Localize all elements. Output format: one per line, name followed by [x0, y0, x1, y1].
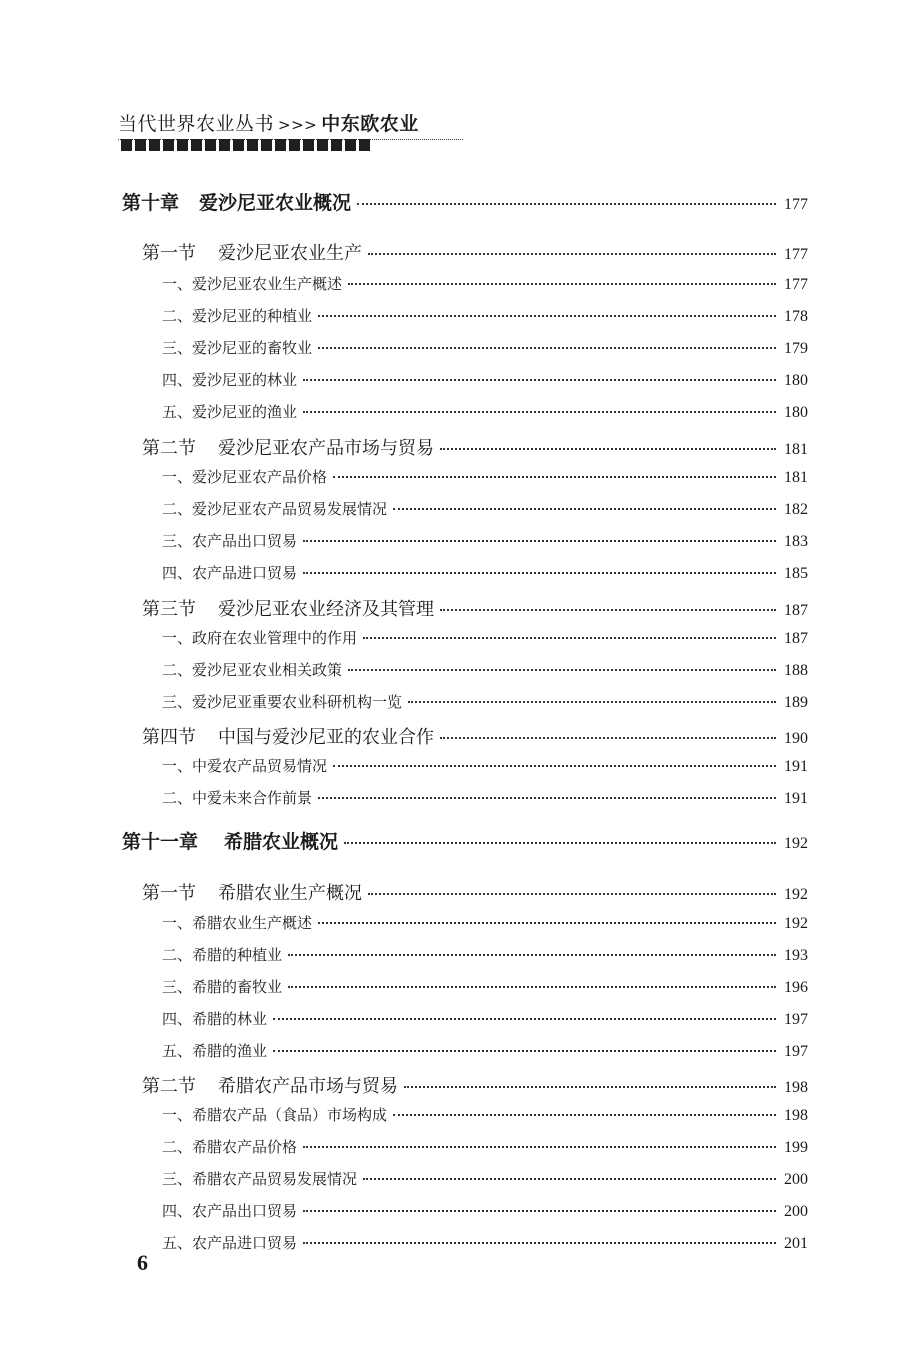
toc-page-number: 200 — [784, 1171, 808, 1188]
toc-dot-leader — [273, 1050, 776, 1052]
toc-dot-leader — [303, 540, 776, 542]
toc-entry-title: 中爱未来合作前景 — [192, 789, 313, 807]
toc-item-row[interactable] — [162, 337, 808, 358]
toc-item-row[interactable] — [162, 466, 808, 487]
toc-chapter-row[interactable] — [122, 188, 808, 215]
toc-entry-number: 第二节 — [142, 438, 196, 459]
toc-dot-leader — [288, 954, 776, 956]
toc-entry-number: 二、 — [162, 500, 193, 518]
toc-dot-leader — [318, 315, 776, 317]
toc-entry-number: 一、 — [162, 914, 193, 932]
toc-dot-leader — [357, 203, 776, 205]
toc-item-row[interactable] — [162, 912, 808, 933]
toc-dot-leader — [303, 411, 776, 413]
toc-entry-title: 爱沙尼亚的渔业 — [192, 403, 298, 421]
toc-entry-title: 希腊农业生产概述 — [192, 914, 313, 932]
toc-entry-number: 一、 — [162, 275, 193, 293]
header-block — [303, 139, 314, 151]
toc-page-number: 201 — [784, 1235, 808, 1252]
toc-entry-label — [162, 1200, 297, 1221]
toc-page-number: 190 — [784, 730, 808, 747]
toc-entry-title: 政府在农业管理中的作用 — [192, 629, 358, 647]
toc-page-number: 191 — [784, 758, 808, 775]
toc-entry-label — [162, 1008, 267, 1029]
toc-entry-label — [162, 1040, 267, 1061]
toc-entry-label — [162, 627, 357, 648]
toc-item-row[interactable] — [162, 755, 808, 776]
toc-item-row[interactable] — [162, 369, 808, 390]
toc-page-number: 179 — [784, 340, 808, 357]
toc-page-number: 187 — [784, 630, 808, 647]
toc-item-row[interactable] — [162, 1200, 808, 1221]
toc-dot-leader — [408, 701, 776, 703]
toc-entry-title: 希腊的畜牧业 — [192, 978, 283, 996]
toc-dot-leader — [318, 922, 776, 924]
toc-item-row[interactable] — [162, 1104, 808, 1125]
toc-entry-number: 第一节 — [142, 883, 196, 904]
toc-entry-title: 爱沙尼亚农产品价格 — [192, 468, 328, 486]
toc-item-row[interactable] — [162, 1136, 808, 1157]
series-name: 当代世界农业丛书 — [118, 113, 275, 135]
toc-entry-label — [122, 188, 351, 215]
header-block — [135, 139, 146, 151]
toc-entry-title: 希腊农产品贸易发展情况 — [192, 1170, 358, 1188]
header-block — [289, 139, 300, 151]
toc-item-row[interactable] — [162, 1008, 808, 1029]
toc-entry-title: 希腊的林业 — [192, 1010, 268, 1028]
toc-entry-label — [162, 755, 327, 776]
toc-page-number: 191 — [784, 790, 808, 807]
toc-entry-number: 第四节 — [142, 727, 196, 748]
toc-section-row[interactable] — [142, 1072, 808, 1098]
toc-chapter-row[interactable] — [122, 827, 808, 854]
toc-entry-number: 三、 — [162, 1170, 193, 1188]
page-number: 6 — [137, 1250, 148, 1275]
toc-page-number: 177 — [784, 196, 808, 213]
toc-entry-title: 希腊农业生产概况 — [218, 883, 362, 904]
toc-entry-number: 三、 — [162, 339, 193, 357]
toc-entry-label — [122, 827, 338, 854]
toc-entry-title: 爱沙尼亚农业经济及其管理 — [218, 599, 434, 620]
toc-dot-leader — [333, 476, 776, 478]
header-block — [205, 139, 216, 151]
toc-section-row[interactable] — [142, 239, 808, 265]
toc-dot-leader — [348, 283, 776, 285]
toc-entry-label — [162, 562, 297, 583]
header-block — [345, 139, 356, 151]
toc-entry-label — [162, 1136, 297, 1157]
toc-dot-leader — [344, 842, 776, 844]
toc-page-number: 192 — [784, 835, 808, 852]
toc-item-row[interactable] — [162, 976, 808, 997]
header-separator: >>> — [278, 116, 318, 134]
toc-entry-label — [142, 595, 434, 621]
toc-dot-leader — [440, 609, 776, 611]
toc-entry-title: 农产品进口贸易 — [192, 564, 298, 582]
toc-entry-title: 中爱农产品贸易情况 — [192, 757, 328, 775]
toc-section-row[interactable] — [142, 434, 808, 460]
toc-entry-title: 希腊农产品价格 — [192, 1138, 298, 1156]
toc-entry-label — [142, 723, 434, 749]
toc-page-number: 181 — [784, 469, 808, 486]
toc-entry-number: 三、 — [162, 532, 193, 550]
toc-item-row[interactable] — [162, 691, 808, 712]
toc-page-number: 198 — [784, 1107, 808, 1124]
toc-entry-number: 一、 — [162, 468, 193, 486]
toc-entry-label — [162, 369, 297, 390]
header-block — [163, 139, 174, 151]
toc-dot-leader — [303, 1146, 776, 1148]
toc-entry-title: 爱沙尼亚重要农业科研机构一览 — [192, 693, 403, 711]
toc-page-number: 182 — [784, 501, 808, 518]
toc-entry-title: 爱沙尼亚农业生产概述 — [192, 275, 343, 293]
toc-item-row[interactable] — [162, 401, 808, 422]
toc-dot-leader — [440, 448, 776, 450]
toc-entry-title: 农产品出口贸易 — [192, 1202, 298, 1220]
toc-entry-number: 五、 — [162, 1042, 193, 1060]
header-block — [121, 139, 132, 151]
header-block — [177, 139, 188, 151]
volume-title: 中东欧农业 — [321, 113, 419, 135]
running-header — [118, 112, 468, 137]
toc-dot-leader — [404, 1086, 776, 1088]
toc-entry-number: 四、 — [162, 371, 193, 389]
toc-entry-number: 二、 — [162, 307, 193, 325]
toc-entry-label — [162, 1104, 387, 1125]
toc-entry-title: 希腊农产品（食品）市场构成 — [192, 1106, 388, 1124]
toc-entry-number: 二、 — [162, 946, 193, 964]
header-block — [331, 139, 342, 151]
toc-page-number: 183 — [784, 533, 808, 550]
header-block — [275, 139, 286, 151]
toc-section-row[interactable] — [142, 595, 808, 621]
toc-entry-number: 一、 — [162, 757, 193, 775]
toc-entry-number: 四、 — [162, 564, 193, 582]
toc-entry-number: 第一节 — [142, 243, 196, 264]
header-block — [261, 139, 272, 151]
toc-item-row[interactable] — [162, 1040, 808, 1061]
toc-section-row[interactable] — [142, 723, 808, 749]
toc-page-number: 196 — [784, 979, 808, 996]
toc-page-number: 177 — [784, 276, 808, 293]
toc-entry-number: 二、 — [162, 661, 193, 679]
toc-dot-leader — [273, 1018, 776, 1020]
toc-entry-number: 三、 — [162, 693, 193, 711]
toc-entry-label — [162, 530, 297, 551]
toc-entry-title: 爱沙尼亚的林业 — [192, 371, 298, 389]
header-block — [219, 139, 230, 151]
toc-page-number: 180 — [784, 372, 808, 389]
header-block — [247, 139, 258, 151]
header-block — [233, 139, 244, 151]
toc-dot-leader — [333, 765, 776, 767]
toc-entry-title: 爱沙尼亚农业生产 — [218, 243, 362, 264]
toc-entry-label — [142, 434, 434, 460]
toc-page-number: 200 — [784, 1203, 808, 1220]
toc-item-row[interactable] — [162, 1232, 808, 1253]
toc-page-number: 192 — [784, 915, 808, 932]
toc-dot-leader — [368, 253, 776, 255]
toc-dot-leader — [348, 669, 776, 671]
toc-dot-leader — [303, 379, 776, 381]
toc-entry-label — [162, 912, 312, 933]
toc-entry-title: 爱沙尼亚农业相关政策 — [192, 661, 343, 679]
toc-item-row[interactable] — [162, 273, 808, 294]
toc-entry-number: 第十章 — [122, 192, 180, 214]
toc-entry-number: 第十一章 — [122, 831, 199, 853]
toc-page-number: 193 — [784, 947, 808, 964]
toc-entry-number: 五、 — [162, 1234, 193, 1252]
toc-dot-leader — [363, 637, 776, 639]
toc-dot-leader — [368, 893, 776, 895]
toc-entry-label — [162, 944, 282, 965]
toc-dot-leader — [303, 572, 776, 574]
toc-page-number: 198 — [784, 1079, 808, 1096]
toc-item-row[interactable] — [162, 530, 808, 551]
header-block — [317, 139, 328, 151]
toc-entry-label — [142, 879, 362, 905]
toc-dot-leader — [303, 1242, 776, 1244]
toc-page-number: 199 — [784, 1139, 808, 1156]
toc-entry-title: 爱沙尼亚的畜牧业 — [192, 339, 313, 357]
toc-entry-number: 二、 — [162, 789, 193, 807]
toc-page-number: 178 — [784, 308, 808, 325]
toc-item-row[interactable] — [162, 305, 808, 326]
toc-entry-number: 第三节 — [142, 599, 196, 620]
toc-page-number: 192 — [784, 886, 808, 903]
toc-dot-leader — [318, 347, 776, 349]
toc-page-number: 197 — [784, 1011, 808, 1028]
toc-entry-title: 爱沙尼亚农产品贸易发展情况 — [192, 500, 388, 518]
toc-dot-leader — [393, 508, 776, 510]
toc-entry-label — [162, 401, 297, 422]
toc-dot-leader — [318, 797, 776, 799]
toc-entry-label — [162, 1232, 297, 1253]
toc-entry-title: 农产品进口贸易 — [192, 1234, 298, 1252]
toc-page-number: 177 — [784, 246, 808, 263]
toc-item-row[interactable] — [162, 1168, 808, 1189]
header-block — [149, 139, 160, 151]
toc-entry-title: 希腊的渔业 — [192, 1042, 268, 1060]
toc-entry-number: 第二节 — [142, 1076, 196, 1097]
toc-entry-number: 四、 — [162, 1202, 193, 1220]
toc-entry-number: 三、 — [162, 978, 193, 996]
toc-page-number: 197 — [784, 1043, 808, 1060]
header-block — [191, 139, 202, 151]
series-title — [118, 112, 468, 137]
toc-dot-leader — [288, 986, 776, 988]
toc-item-row[interactable] — [162, 787, 808, 808]
toc-entry-label — [162, 1168, 357, 1189]
toc-entry-label — [162, 466, 327, 487]
toc-entry-number: 四、 — [162, 1010, 193, 1028]
toc-entry-label — [162, 273, 342, 294]
toc-entry-label — [142, 239, 362, 265]
toc-page-number: 181 — [784, 441, 808, 458]
toc-section-row[interactable] — [142, 879, 808, 905]
toc-page-number: 187 — [784, 602, 808, 619]
toc-entry-label — [162, 305, 312, 326]
toc-item-row[interactable] — [162, 627, 808, 648]
toc-entry-number: 一、 — [162, 629, 193, 647]
toc-entry-title: 中国与爱沙尼亚的农业合作 — [218, 727, 434, 748]
toc-page-number: 189 — [784, 694, 808, 711]
header-block — [359, 139, 370, 151]
toc-entry-label — [162, 787, 312, 808]
toc-entry-title: 希腊农产品市场与贸易 — [218, 1076, 398, 1097]
toc-item-row[interactable] — [162, 498, 808, 519]
toc-entry-number: 一、 — [162, 1106, 193, 1124]
header-block-bar — [121, 139, 370, 152]
toc-entry-label — [162, 659, 342, 680]
toc-dot-leader — [303, 1210, 776, 1212]
toc-entry-title: 希腊的种植业 — [192, 946, 283, 964]
toc-entry-title: 爱沙尼亚的种植业 — [192, 307, 313, 325]
toc-entry-label — [162, 691, 402, 712]
toc-entry-number: 五、 — [162, 403, 193, 421]
toc-entry-number: 二、 — [162, 1138, 193, 1156]
toc-page-number: 188 — [784, 662, 808, 679]
toc-item-row[interactable] — [162, 562, 808, 583]
toc-page-number: 185 — [784, 565, 808, 582]
toc-entry-title: 爱沙尼亚农产品市场与贸易 — [218, 438, 434, 459]
toc-entry-title: 爱沙尼亚农业概况 — [199, 192, 352, 214]
toc-entry-label — [162, 337, 312, 358]
toc-item-row[interactable] — [162, 944, 808, 965]
toc-entry-label — [162, 498, 387, 519]
toc-page-number: 180 — [784, 404, 808, 421]
toc-entry-label — [162, 976, 282, 997]
toc-dot-leader — [393, 1114, 776, 1116]
toc-entry-title: 希腊农业概况 — [224, 831, 339, 853]
toc-entry-label — [142, 1072, 398, 1098]
toc-dot-leader — [440, 737, 776, 739]
toc-entry-title: 农产品出口贸易 — [192, 532, 298, 550]
toc-item-row[interactable] — [162, 659, 808, 680]
toc-dot-leader — [363, 1178, 776, 1180]
